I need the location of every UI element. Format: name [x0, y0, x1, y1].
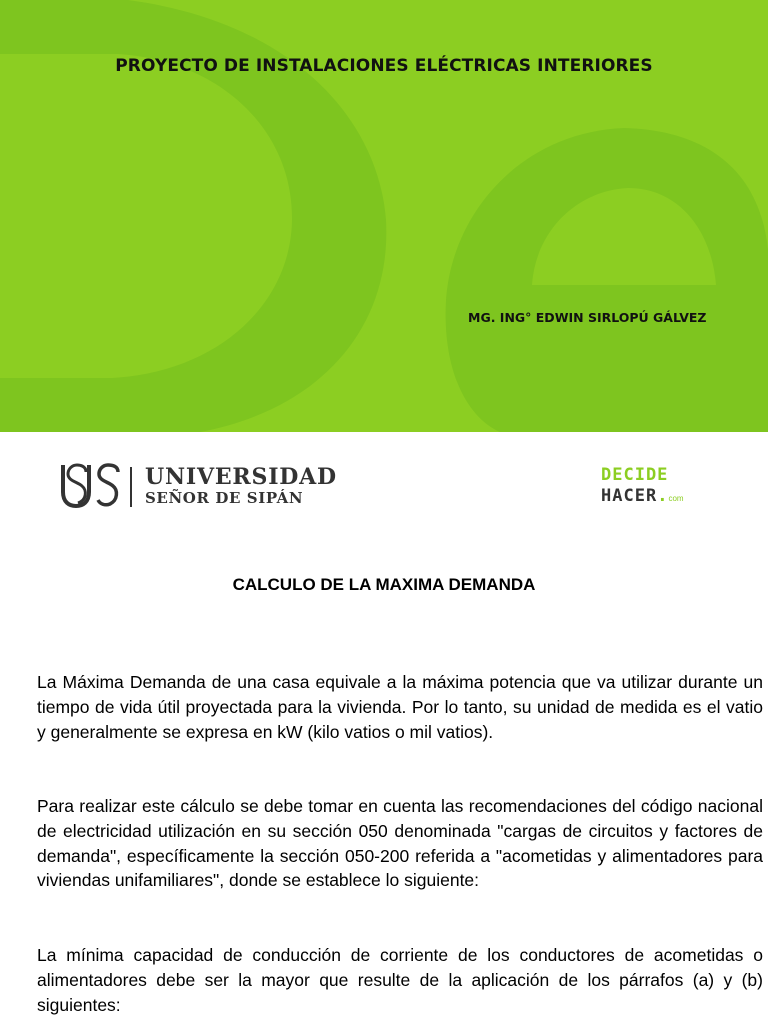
section-heading: CALCULO DE LA MAXIMA DEMANDA [232, 575, 536, 594]
campaign-logo-line2 [601, 486, 684, 506]
campaign-logo-line1: DECIDE [601, 465, 669, 485]
campaign-word: HACER [601, 486, 658, 506]
title-banner [0, 0, 768, 432]
logo-divider [130, 467, 132, 507]
university-name-line2: SEÑOR DE SIPÁN [145, 489, 304, 507]
campaign-dot: . [657, 486, 669, 506]
presentation-title: PROYECTO DE INSTALACIONES ELÉCTRICAS INTERIORES [115, 56, 653, 76]
paragraph-2: Para realizar este cálculo se debe tomar en cuenta las recomendaciones del código nacional de electricidad utilización en su sección 050 denominada "cargas de circuitos y factores de demanda", específicamente la sección 050-200 referida a "acometidas y alimentadores para viviendas unifamiliares", donde se establece lo siguiente: [37, 796, 763, 891]
university-logo-icon [60, 462, 124, 508]
watermark-letter-e [446, 128, 768, 432]
campaign-suffix: com [668, 494, 684, 503]
university-name-line1: UNIVERSIDAD [145, 464, 337, 490]
paragraph-3: La mínima capacidad de conducción de corriente de los conductores de acometidas o alimentadores debe ser la mayor que resulte de la aplicación de los párrafos (a) y (b) siguientes: [37, 945, 763, 1015]
author-name: MG. ING° EDWIN SIRLOPÚ GÁLVEZ [468, 310, 707, 325]
paragraph-1: La Máxima Demanda de una casa equivale a la máxima potencia que va utilizar durante un tiempo de vida útil proyectada para la vivienda. Por lo tanto, su unidad de medida es el vatio y generalmente se expresa en kW (kilo vatios o mil vatios). [37, 672, 763, 742]
